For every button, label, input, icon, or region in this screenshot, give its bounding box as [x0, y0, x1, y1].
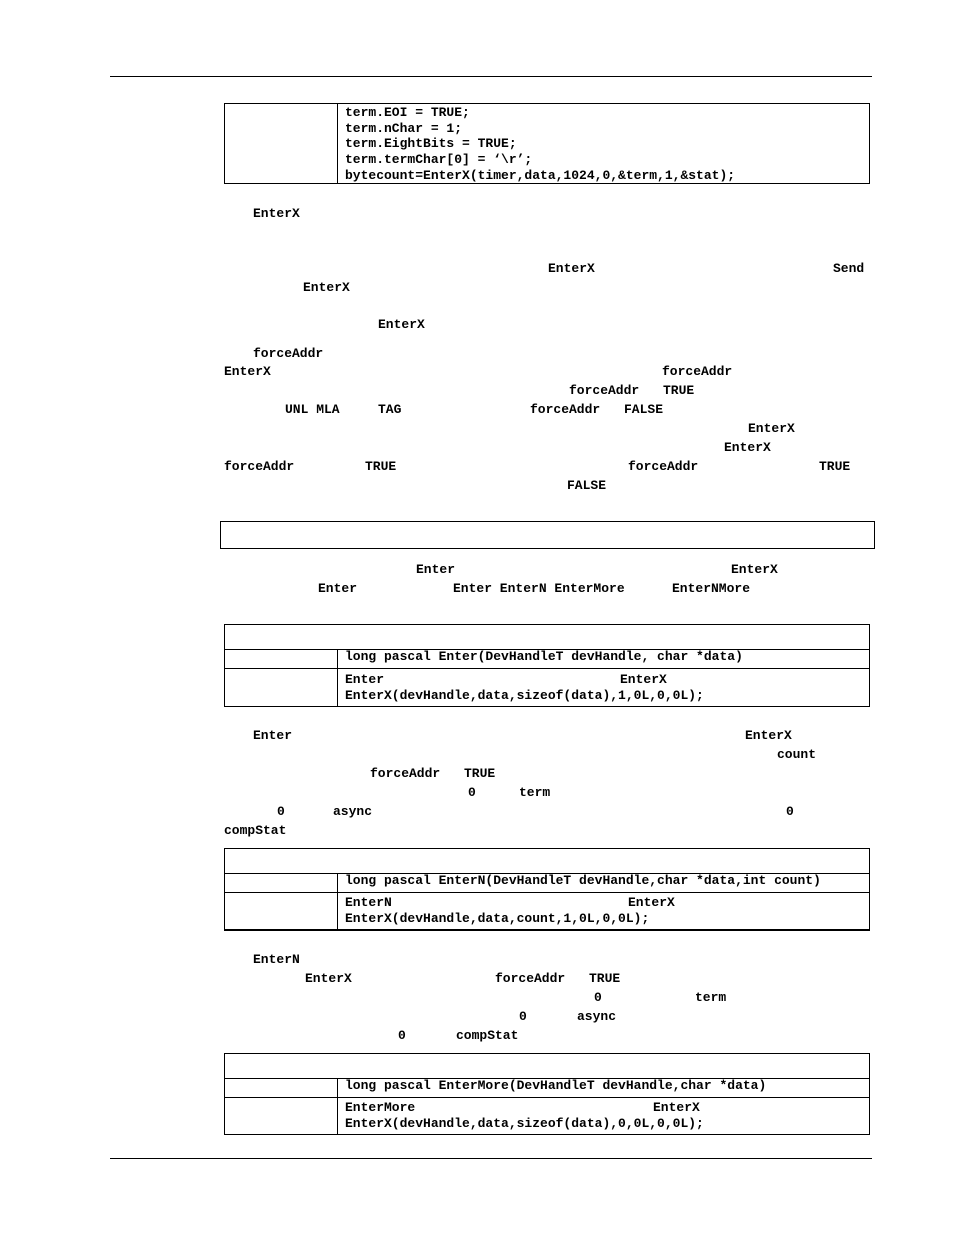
keyword: async	[577, 1009, 617, 1024]
example-label-cell	[225, 104, 338, 183]
keyword: forceAddr	[569, 383, 640, 398]
entern-function-table	[224, 848, 870, 931]
keyword: EnterNMore	[672, 581, 751, 596]
keyword: term	[519, 785, 551, 800]
example-code-table	[224, 103, 870, 184]
signature: long pascal EnterN(DevHandleT devHandle,char *data,int count)	[345, 873, 821, 888]
keyword: forceAddr	[495, 971, 566, 986]
remark-a: Enter	[345, 672, 385, 687]
keyword: 0	[277, 804, 285, 819]
keyword: TRUE	[589, 971, 621, 986]
enter-function-table	[224, 624, 870, 707]
keyword: EnterX	[731, 562, 778, 577]
keyword: EnterX	[224, 364, 271, 379]
keyword: EnterX	[745, 728, 792, 743]
keyword: EnterX	[253, 206, 300, 221]
keyword: forceAddr	[370, 766, 441, 781]
keyword: forceAddr	[224, 459, 295, 474]
keyword: compStat	[224, 823, 287, 838]
keyword: EnterN	[253, 952, 300, 967]
keyword: TAG	[378, 402, 402, 417]
keyword: forceAddr	[530, 402, 601, 417]
code-line: term.EightBits = TRUE;	[345, 136, 517, 152]
keyword: 0	[594, 990, 602, 1005]
code-line: bytecount=EnterX(timer,data,1024,0,&term,1,&stat);	[345, 167, 736, 183]
section-heading-box	[220, 521, 875, 549]
remark-b: EnterX	[620, 672, 667, 687]
keyword: compStat	[456, 1028, 519, 1043]
label-cell	[225, 873, 338, 929]
remark-a: EnterN	[345, 895, 392, 910]
keyword: EnterX	[548, 261, 595, 276]
keyword: Enter	[416, 562, 456, 577]
label-cell	[225, 1078, 338, 1134]
keyword: async	[333, 804, 373, 819]
keyword: TRUE	[365, 459, 397, 474]
keyword: Enter EnterN EnterMore	[453, 581, 625, 596]
keyword: FALSE	[624, 402, 664, 417]
keyword: TRUE	[663, 383, 695, 398]
remark-b: EnterX	[628, 895, 675, 910]
keyword: 0	[468, 785, 476, 800]
remark-b: EnterX	[653, 1100, 700, 1115]
code-line: term.nChar = 1;	[345, 120, 463, 136]
keyword: EnterX	[378, 317, 425, 332]
table-header-row	[225, 849, 869, 874]
header-rule	[110, 76, 872, 77]
signature: long pascal Enter(DevHandleT devHandle, char *data)	[345, 649, 743, 664]
keyword: term	[695, 990, 727, 1005]
keyword: forceAddr	[253, 346, 324, 361]
keyword: UNL MLA	[285, 402, 340, 417]
keyword: forceAddr	[662, 364, 733, 379]
keyword: TRUE	[819, 459, 851, 474]
keyword: 0	[786, 804, 794, 819]
entermore-function-table	[224, 1053, 870, 1135]
keyword: EnterX	[305, 971, 352, 986]
code-line: term.termChar[0] = ‘\r’;	[345, 152, 533, 168]
remark-code: EnterX(devHandle,data,sizeof(data),1,0L,0,0L);	[345, 688, 704, 703]
table-header-row	[225, 625, 869, 650]
remark-code: EnterX(devHandle,data,sizeof(data),0,0L,0,0L);	[345, 1116, 704, 1131]
remark-a: EnterMore	[345, 1100, 416, 1115]
keyword: 0	[519, 1009, 527, 1024]
label-cell	[225, 649, 338, 706]
keyword: Enter	[318, 581, 358, 596]
keyword: EnterX	[724, 440, 771, 455]
signature: long pascal EnterMore(DevHandleT devHandle,char *data)	[345, 1078, 767, 1093]
code-line: term.EOI = TRUE;	[345, 105, 470, 120]
keyword: 0	[398, 1028, 406, 1043]
code-block	[345, 105, 735, 184]
keyword: TRUE	[464, 766, 496, 781]
footer-rule	[110, 1158, 872, 1159]
keyword: EnterX	[748, 421, 795, 436]
table-header-row	[225, 1054, 869, 1079]
remark-code: EnterX(devHandle,data,count,1,0L,0,0L);	[345, 911, 650, 926]
keyword: Send	[833, 261, 865, 276]
keyword: count	[777, 747, 817, 762]
keyword: EnterX	[303, 280, 350, 295]
keyword: forceAddr	[628, 459, 699, 474]
keyword: Enter	[253, 728, 293, 743]
keyword: FALSE	[567, 478, 607, 493]
